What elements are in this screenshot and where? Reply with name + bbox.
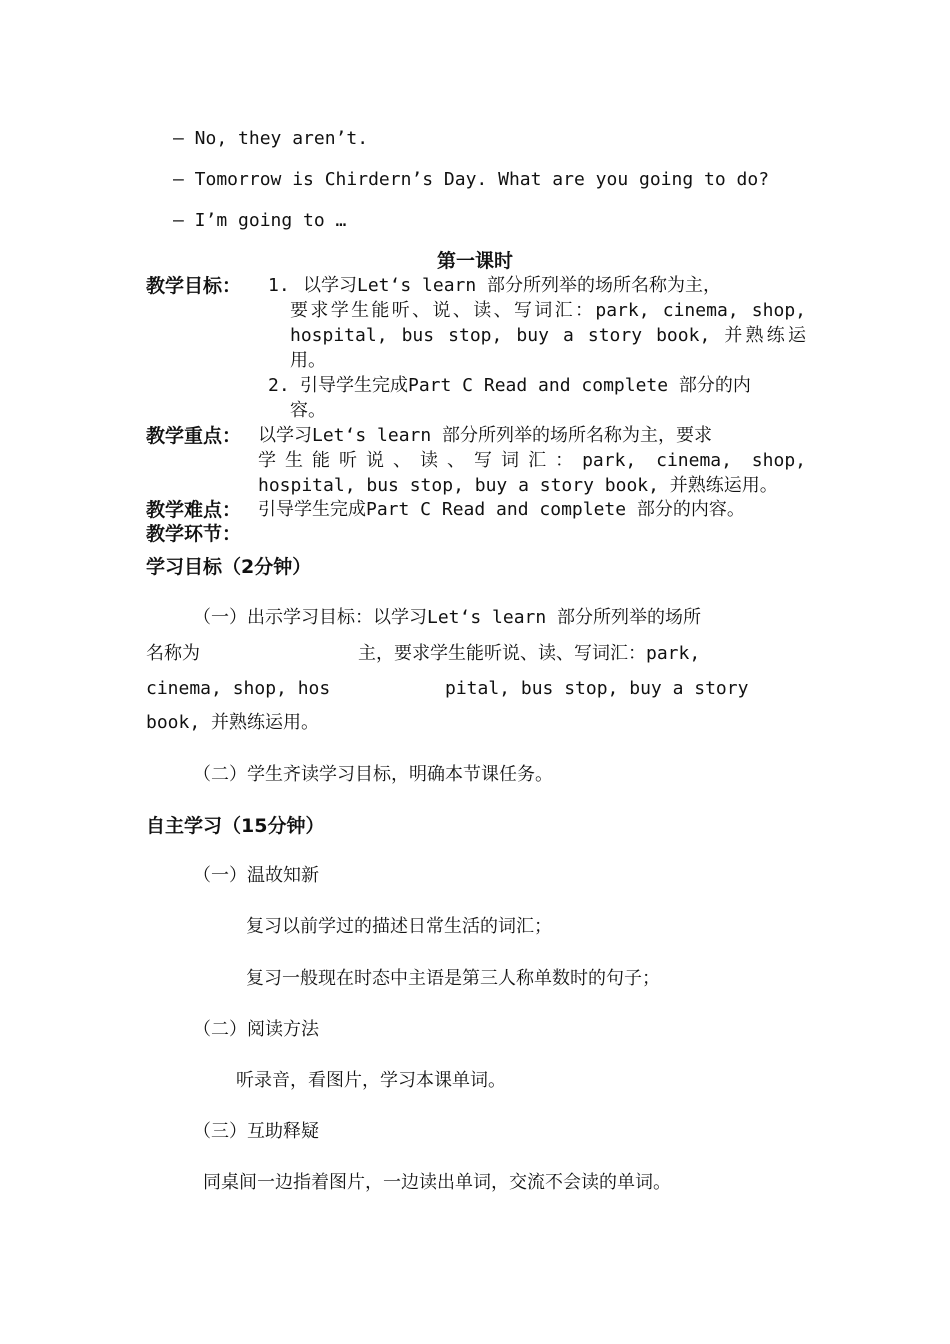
objective-2-number: 2. bbox=[268, 375, 290, 396]
section-2-sub-3-line-1: 同桌间一边指着图片，一边读出单词，交流不会读的单词。 bbox=[203, 1172, 671, 1193]
section-2-subheading-1: （一）温故知新 bbox=[193, 865, 319, 886]
dialogue-line-1: — No, they aren’t. bbox=[173, 128, 369, 149]
objective-1-line-4: 用。 bbox=[290, 350, 326, 371]
section-1-paragraph-1-line-2b: 主，要求学生能听说、读、写词汇：park, bbox=[358, 643, 701, 664]
objective-2-line-2: 容。 bbox=[290, 400, 326, 421]
steps-label: 教学环节： bbox=[146, 523, 242, 545]
section-1-paragraph-1-line-3b: pital, bus stop, buy a story bbox=[445, 678, 749, 699]
difficulty-text: 引导学生完成Part C Read and complete 部分的内容。 bbox=[258, 499, 745, 520]
section-1-paragraph-2: （二）学生齐读学习目标，明确本节课任务。 bbox=[193, 764, 553, 785]
objective-1-line-3: hospital, bus stop, buy a story book, 并熟练运 bbox=[290, 325, 806, 346]
section-2-subheading-3: （三）互助释疑 bbox=[193, 1121, 319, 1142]
key-points-line-3: hospital, bus stop, buy a story book, 并熟练运用。 bbox=[258, 475, 778, 496]
section-1-paragraph-1-line-4: book, 并熟练运用。 bbox=[146, 712, 320, 733]
objective-1-line-2: 要求学生能听、说、读、写词汇：park, cinema, shop, bbox=[290, 300, 806, 321]
key-points-line-2: 学生能听说、读、写词汇：park, cinema, shop, bbox=[258, 450, 806, 471]
section-2-sub-1-line-2: 复习一般现在时态中主语是第三人称单数时的句子； bbox=[246, 968, 660, 989]
section-1-paragraph-1-line-2a: 名称为 bbox=[146, 643, 200, 664]
difficulty-label: 教学难点： bbox=[146, 499, 242, 521]
lesson-title: 第一课时 bbox=[436, 250, 513, 272]
section-1-paragraph-1-line-3a: cinema, shop, hos bbox=[146, 678, 331, 699]
objective-1-number: 1. bbox=[268, 275, 290, 296]
section-1-paragraph-1-line-1: （一）出示学习目标：以学习Let‘s learn 部分所列举的场所 bbox=[193, 607, 702, 628]
section-2-subheading-2: （二）阅读方法 bbox=[193, 1019, 319, 1040]
section-2-sub-1-line-1: 复习以前学过的描述日常生活的词汇； bbox=[246, 916, 552, 937]
section-2-sub-2-line-1: 听录音，看图片，学习本课单词。 bbox=[236, 1070, 506, 1091]
key-points-line-1: 以学习Let‘s learn 部分所列举的场所名称为主，要求 bbox=[258, 425, 713, 446]
dialogue-line-2: — Tomorrow is Chirdern’s Day. What are you going to do? bbox=[173, 169, 770, 190]
key-points-label: 教学重点： bbox=[146, 425, 242, 447]
dialogue-line-3: — I’m going to … bbox=[173, 210, 347, 231]
section-1-heading: 学习目标（2分钟） bbox=[146, 556, 312, 578]
objective-2-line-1: 引导学生完成Part C Read and complete 部分的内 bbox=[300, 375, 751, 396]
objectives-label: 教学目标： bbox=[146, 275, 242, 297]
section-2-heading: 自主学习（15分钟） bbox=[146, 815, 325, 837]
objective-1-line-1: 以学习Let‘s learn 部分所列举的场所名称为主， bbox=[303, 275, 722, 296]
